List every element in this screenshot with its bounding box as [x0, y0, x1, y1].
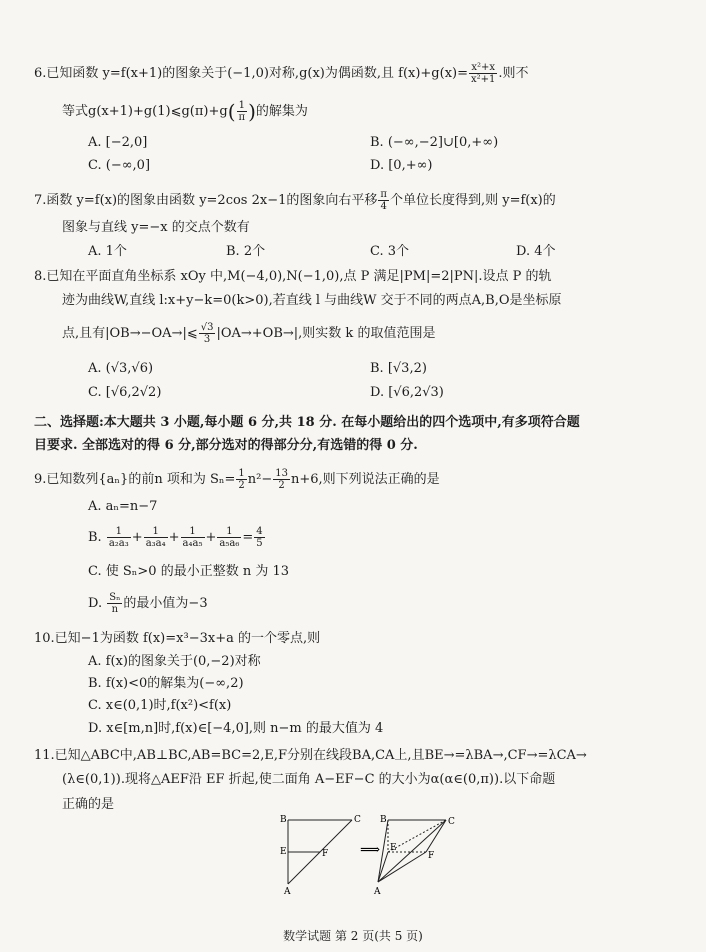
q8-fraction: $\frac{√3}{3}$: [200, 322, 214, 345]
q9-option-d: D. $\frac{\text{Sₙ}}{n}$ 的最小值为−3: [88, 592, 208, 615]
q6-option-b: B. (−∞,−2]∪[0,+∞): [370, 135, 499, 150]
q10-option-c: C. x∈(0,1)时,f(x²)<f(x): [88, 698, 232, 713]
q6-stem: [34, 62, 529, 85]
section2-heading-line2: 目要求. 全部选对的得 6 分,部分选对的得部分分,有选错的得 0 分.: [34, 438, 418, 453]
q8-option-a: A. (√3,√6): [88, 361, 154, 376]
q11-line1: 11.已知△ABC中,AB⊥BC,AB=BC=2,E,F分别在线段BA,CA上,且BE→=λBA→,CF→=λCA→: [34, 748, 587, 763]
q11-line3: 正确的是: [62, 797, 115, 812]
q7-stem: 7.函数 y=f(x)的图象由函数 y=2cos 2x−1的图象向右平移 $\frac{\pi}{4}$ 个单位长度得到,则 y=f(x)的: [34, 189, 556, 212]
q8-option-c: C. [√6,2√2): [88, 385, 162, 400]
q10-option-d: D. x∈[m,n]时,f(x)∈[−4,0],则 n−m 的最大值为 4: [88, 721, 384, 736]
q9-stem: 9.已知数列{aₙ}的前n 项和为 Sₙ= $\frac{1}{2}$ n²− $\frac{13}{2}$ n+6,则下列说法正确的是: [34, 468, 440, 491]
q6-stem-b: .则不: [498, 66, 529, 81]
q8-line3: 点,且有|OB→−OA→|⩽ $\frac{√3}{3}$ |OA→+OB→|,则实数 k 的取值范围是: [62, 322, 436, 345]
q6-frac-den: x²+1: [471, 74, 496, 85]
q9-option-c: C. 使 Sₙ>0 的最小正整数 n 为 13: [88, 564, 290, 579]
q10-option-a: A. f(x)的图象关于(0,−2)对称: [88, 654, 261, 669]
label-left-A: A: [284, 887, 291, 896]
q9-option-b: B. $\frac{1}{\text{a₂a₃}}$ + $\frac{1}{\text{a₃a₄}}$ + $\frac{1}{\text{a₄a₅}}$ + $\frac{1}{\text{a₅a₆}}$ = $\frac{4}{5}$: [88, 526, 263, 549]
q6-frac-num: x²+x: [469, 62, 497, 74]
q6-option-c: C. (−∞,0]: [88, 158, 151, 173]
q6-line2: 等式g(x+1)+g(1)⩽g(π)+g( $\frac{1}{\pi}$ )的解集为: [62, 99, 308, 124]
q10-option-b: B. f(x)<0的解集为(−∞,2): [88, 676, 244, 691]
figure-right-solid: [378, 820, 446, 882]
q8-option-b: B. [√3,2): [370, 361, 427, 376]
q8-line2: 迹为曲线W,直线 l:x+y−k=0(k>0),若直线 l 与曲线W 交于不同的两点A,B,O是坐标原: [62, 293, 562, 308]
label-left-E: E: [280, 847, 287, 857]
q7-option-c: C. 3个: [370, 244, 410, 259]
q6-line2-fraction: $\frac{1}{\pi}$: [238, 100, 246, 123]
label-right-C: C: [448, 817, 455, 827]
page-footer: 数学试题 第 2 页(共 5 页): [283, 929, 423, 943]
section2-heading-line1: 二、选择题:本大题共 3 小题,每小题 6 分,共 18 分. 在每小题给出的四个选项中,有多项符合题: [34, 415, 580, 430]
figure-left-triangle: [288, 820, 352, 884]
q8-option-d: D. [√6,2√3): [370, 385, 444, 400]
q6-option-d: D. [0,+∞): [370, 158, 433, 173]
q7-line2: 图象与直线 y=−x 的交点个数有: [62, 220, 250, 235]
q7-option-d: D. 4个: [516, 244, 556, 259]
q10-stem: 10.已知−1为函数 f(x)=x³−3x+a 的一个零点,则: [34, 631, 321, 646]
q11-line2: (λ∈(0,1)).现将△AEF沿 EF 折起,使二面角 A−EF−C 的大小为α(α∈(0,π)).以下命题: [62, 772, 556, 787]
q7-option-b: B. 2个: [226, 244, 266, 259]
q11-folding-figure: [276, 812, 466, 896]
q7-fraction: $\frac{\pi}{4}$: [380, 189, 387, 212]
label-right-E: E: [390, 843, 397, 853]
q9-option-a: A. aₙ=n−7: [88, 499, 158, 514]
q7-option-a: A. 1个: [88, 244, 127, 259]
label-right-A: A: [374, 887, 381, 896]
label-left-B: B: [280, 815, 287, 825]
q6-option-a: A. [−2,0]: [88, 135, 148, 150]
q6-fraction: [469, 62, 497, 85]
q6-stem-a: 6.已知函数 y=f(x+1)的图象关于(−1,0)对称,g(x)为偶函数,且 f(x)+g(x)=: [34, 66, 468, 81]
q8-line1: 8.已知在平面直角坐标系 xOy 中,M(−4,0),N(−1,0),点 P 满足|PM|=2|PN|.设点 P 的轨: [34, 269, 552, 284]
label-left-F: F: [322, 849, 329, 859]
q6-line2-a: 等式g(x+1)+g(1)⩽g(π)+g: [62, 104, 228, 119]
label-left-C: C: [354, 815, 361, 825]
label-right-B: B: [380, 815, 387, 825]
q6-line2-b: 的解集为: [255, 104, 308, 119]
fold-arrow-icon: ⟹: [360, 842, 381, 858]
label-right-F: F: [428, 851, 435, 861]
